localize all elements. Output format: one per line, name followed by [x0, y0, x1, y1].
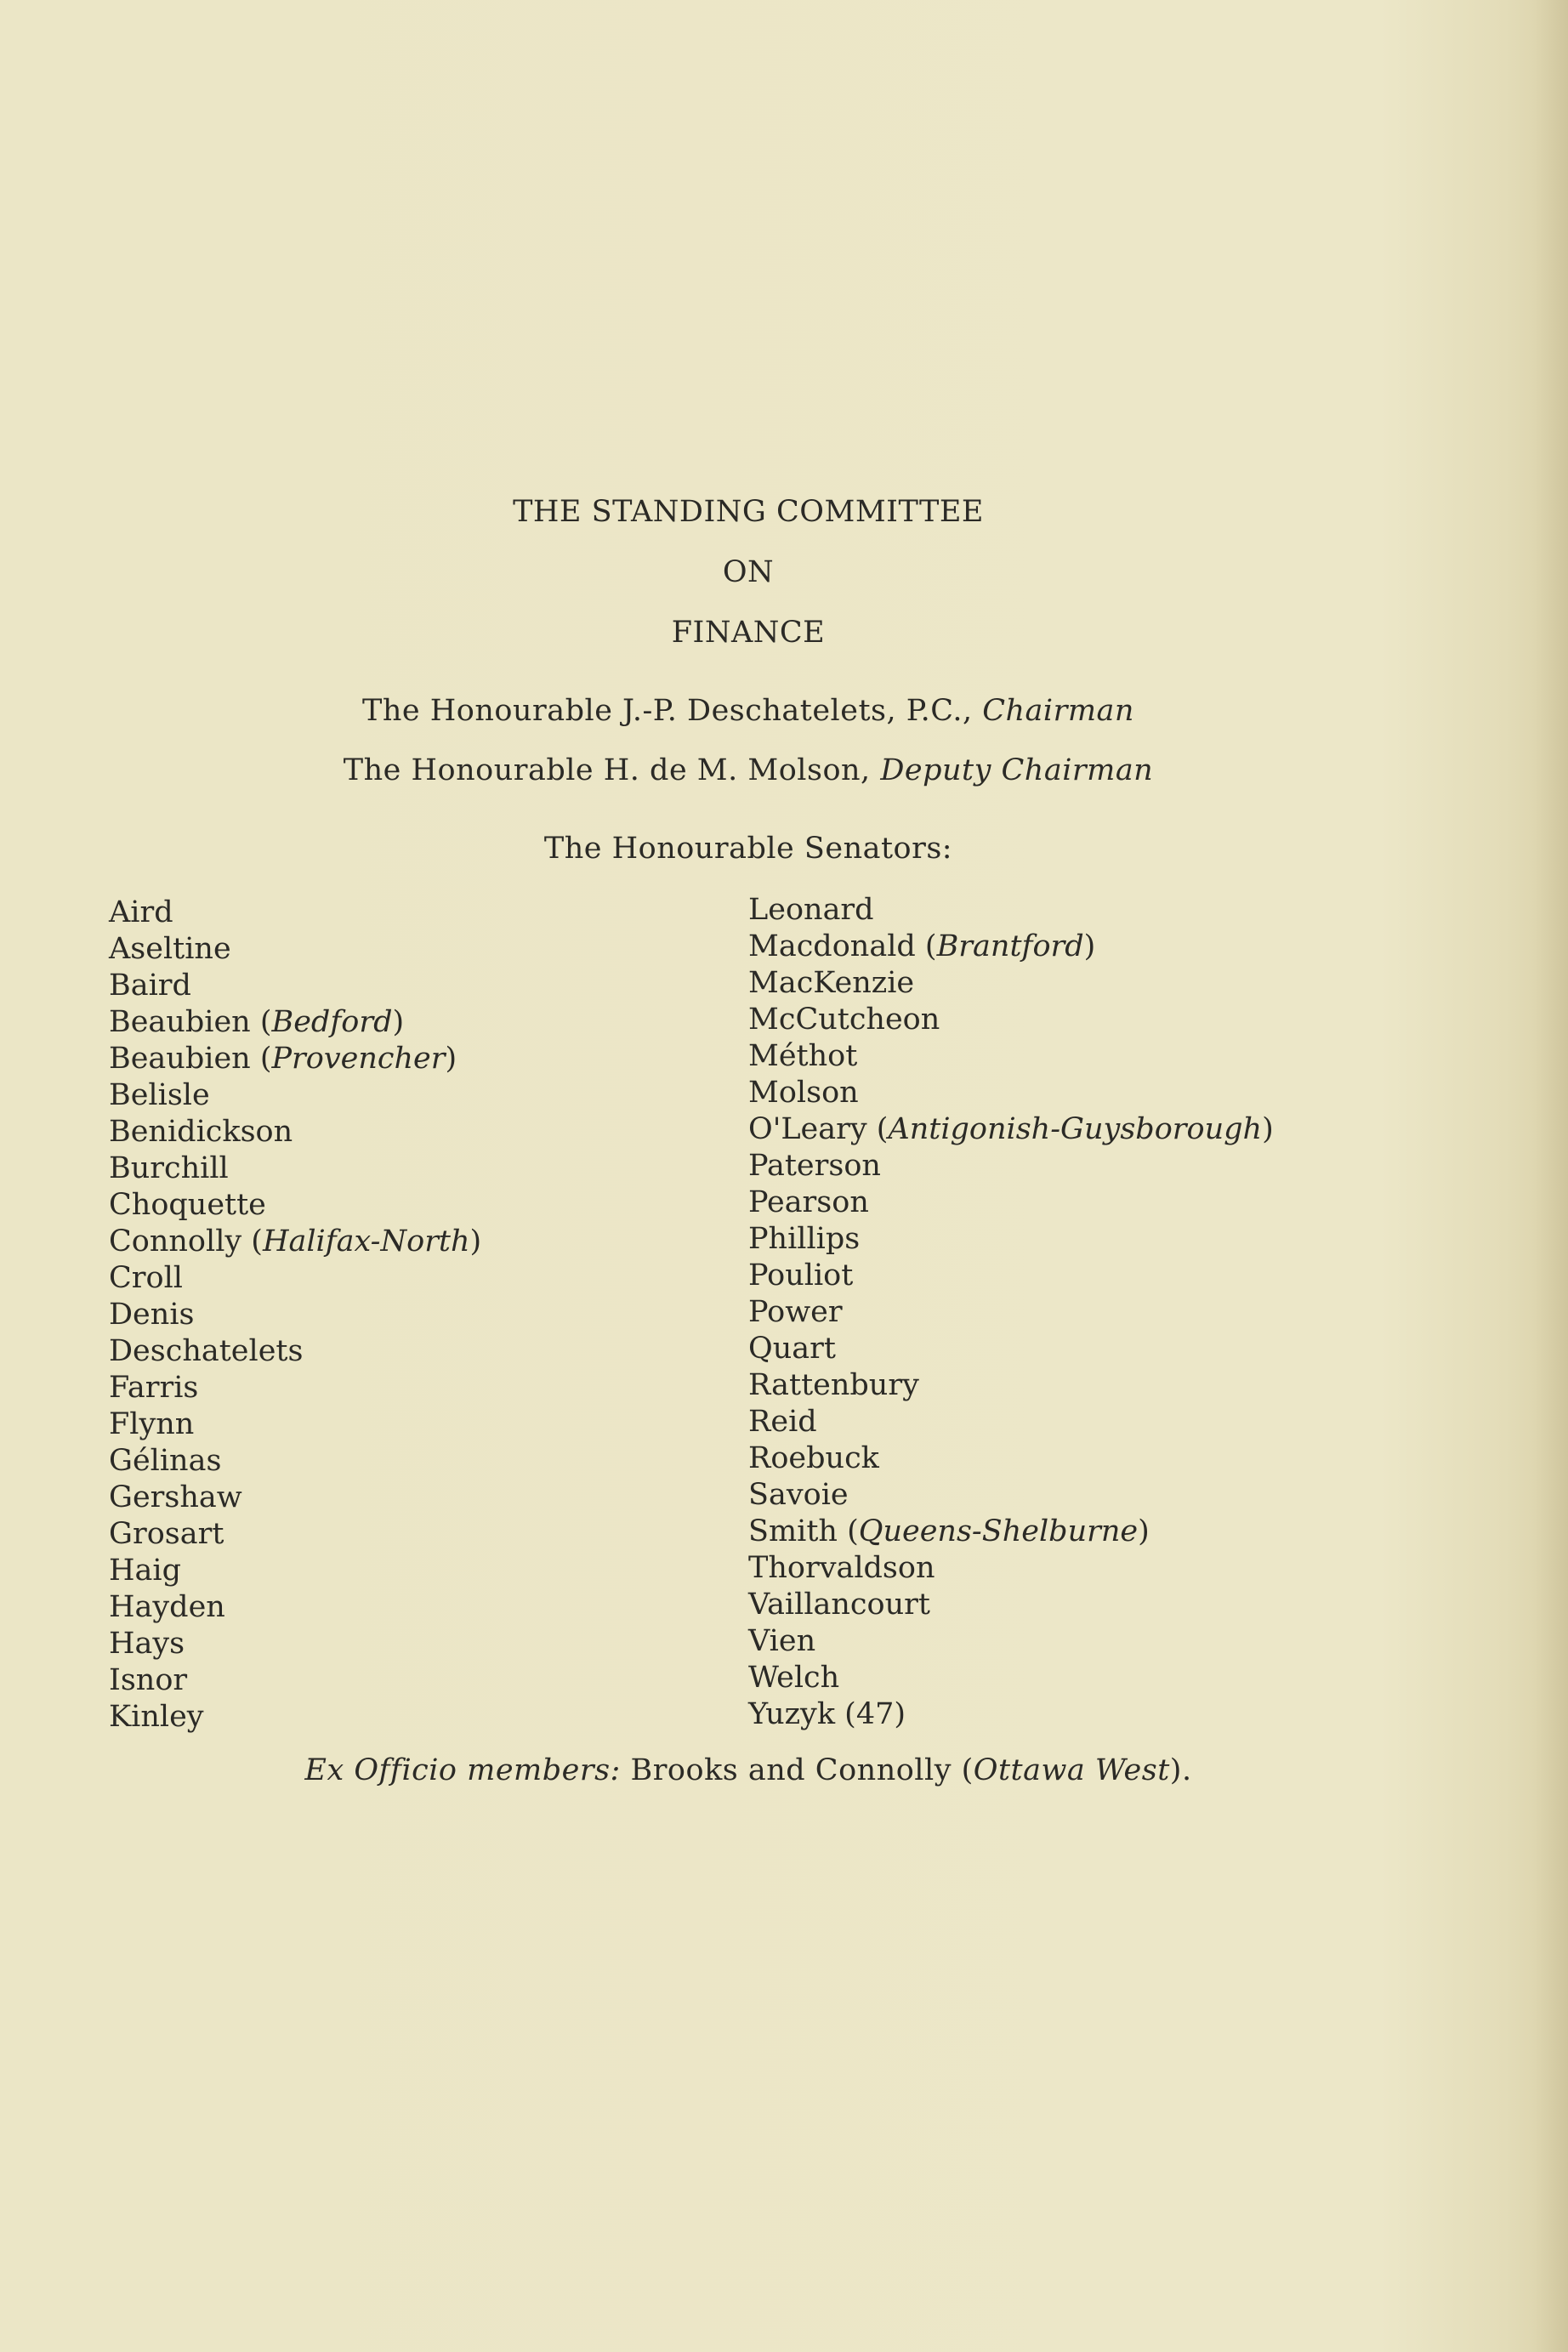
senator-name: Baird — [109, 969, 191, 1003]
senator-name: Quart — [748, 1332, 836, 1366]
senator-region: Brantford — [936, 929, 1084, 963]
senator-name: Beaubien — [109, 1042, 251, 1076]
ex-officio-region-wrap: (Ottawa West). — [961, 1753, 1192, 1787]
senator-name: Paterson — [748, 1149, 881, 1183]
senator-list-item — [109, 895, 481, 931]
senator-name: Rattenbury — [748, 1368, 919, 1402]
senator-list-item — [748, 1660, 1274, 1696]
senator-list-item — [748, 1696, 1274, 1733]
committee-title-line-1: THE STANDING COMMITTEE — [513, 495, 984, 529]
senator-name: Burchill — [109, 1151, 229, 1185]
senator-name: Denis — [109, 1298, 195, 1332]
ex-officio-line — [0, 1753, 1497, 1787]
senator-list-item — [109, 931, 481, 968]
senator-name: Reid — [748, 1405, 817, 1439]
senator-name: Gélinas — [109, 1444, 222, 1478]
senator-region: Provencher — [271, 1042, 446, 1076]
senator-list-item — [748, 1440, 1274, 1477]
senator-list-item — [748, 1623, 1274, 1660]
senator-name: Leonard — [748, 893, 874, 927]
senator-name: Flynn — [109, 1407, 195, 1441]
senator-name: Vaillancourt — [748, 1588, 930, 1622]
senator-list-item — [748, 1185, 1274, 1221]
senator-list-item — [748, 965, 1274, 1002]
senator-list-item — [109, 1187, 481, 1224]
senator-list-item — [109, 1333, 481, 1370]
senator-name: Vien — [748, 1624, 816, 1658]
senator-list-item — [109, 1589, 481, 1626]
senator-name: Phillips — [748, 1222, 861, 1256]
senator-list-item — [109, 1516, 481, 1553]
senator-list-item — [748, 892, 1274, 929]
senator-name: Macdonald — [748, 929, 916, 963]
senator-name: Power — [748, 1295, 843, 1329]
senator-list-item — [748, 1294, 1274, 1331]
senator-list-item — [748, 1148, 1274, 1185]
senators-list-left — [109, 895, 481, 1736]
senator-name: Connolly — [109, 1224, 242, 1258]
senator-list-item: O'Leary (Antigonish-Guysborough) — [748, 1112, 1274, 1146]
senator-name: Kinley — [109, 1700, 204, 1734]
senator-list-item — [748, 1075, 1274, 1111]
senator-region: Bedford — [271, 1005, 393, 1039]
committee-title-line-2: ON — [722, 555, 775, 589]
committee-title-line-3: FINANCE — [671, 616, 826, 650]
senator-name: Smith — [748, 1514, 838, 1548]
senator-name: Beaubien — [109, 1005, 251, 1039]
senator-name: Hayden — [109, 1590, 225, 1624]
senator-list-item: Macdonald (Brantford) — [748, 929, 1096, 963]
deputy-chairman-name: The Honourable H. de M. Molson, — [343, 753, 871, 787]
senator-name: Haig — [109, 1554, 181, 1588]
ex-officio-end: . — [1181, 1753, 1192, 1787]
senator-list-item — [109, 1626, 481, 1662]
senator-name: Deschatelets — [109, 1334, 304, 1368]
senators-list-right — [748, 892, 1274, 1733]
senator-name: Savoie — [748, 1478, 849, 1512]
ex-officio-label: Ex Officio members: — [304, 1753, 621, 1787]
chairman-name: The Honourable J.-P. Deschatelets, P.C., — [362, 694, 973, 728]
senator-name: Croll — [109, 1261, 183, 1295]
deputy-chairman-role: Deputy Chairman — [880, 753, 1154, 787]
senator-list-item: Beaubien (Provencher) — [109, 1042, 457, 1076]
senator-name: Grosart — [109, 1517, 224, 1551]
ex-officio-members: Brooks and Connolly — [630, 1753, 952, 1787]
senator-list-item — [748, 1367, 1274, 1404]
senator-list-item — [748, 1038, 1274, 1075]
senator-count: (47) — [844, 1697, 906, 1731]
senator-list-item — [109, 1480, 481, 1516]
senator-name: Welch — [748, 1661, 840, 1695]
senator-list-item — [109, 1443, 481, 1480]
senator-list-item — [109, 1699, 481, 1736]
senator-name: Hays — [109, 1627, 185, 1661]
senator-list-item — [748, 1002, 1274, 1038]
senator-name: McCutcheon — [748, 1003, 940, 1037]
ex-officio-region: Ottawa West — [973, 1753, 1170, 1787]
senators-heading: The Honourable Senators: — [543, 832, 953, 866]
senator-name: Pearson — [748, 1185, 869, 1219]
senator-region: Queens-Shelburne — [858, 1514, 1139, 1548]
senator-name: Aird — [109, 895, 173, 929]
senator-list-item — [109, 1114, 481, 1150]
senator-name: Benidickson — [109, 1115, 293, 1149]
senator-name: Molson — [748, 1076, 859, 1110]
senator-list-item — [109, 1150, 481, 1187]
senator-list-item: Connolly (Halifax-North) — [109, 1224, 482, 1258]
senator-region: Halifax-North — [262, 1224, 470, 1258]
senator-name: Méthot — [748, 1039, 858, 1073]
senator-name: Roebuck — [748, 1441, 879, 1475]
senator-name: Choquette — [109, 1188, 266, 1222]
senator-list-item: Beaubien (Bedford) — [109, 1005, 405, 1039]
senator-list-item — [109, 1662, 481, 1699]
senator-list-item — [748, 1331, 1274, 1367]
deputy-chairman-line — [0, 753, 1497, 787]
senator-name: Belisle — [109, 1078, 210, 1112]
senator-list-item — [748, 1550, 1274, 1587]
senator-region: Antigonish-Guysborough — [888, 1112, 1263, 1146]
senator-list-item — [748, 1258, 1274, 1294]
senator-name: Yuzyk — [748, 1697, 836, 1731]
senator-name: Aseltine — [109, 932, 231, 966]
senator-list-item — [748, 1404, 1274, 1440]
senator-list-item — [109, 1370, 481, 1406]
senator-name: O'Leary — [748, 1112, 867, 1146]
senator-list-item — [109, 968, 481, 1004]
senator-list-item — [109, 1406, 481, 1443]
senator-name: Isnor — [109, 1663, 188, 1697]
senator-list-item — [748, 1221, 1274, 1258]
senator-list-item — [748, 1587, 1274, 1623]
senator-name: Farris — [109, 1371, 199, 1405]
senator-name: Pouliot — [748, 1258, 854, 1292]
senator-name: Gershaw — [109, 1480, 242, 1514]
chairman-line — [0, 694, 1497, 728]
senator-name: MacKenzie — [748, 966, 915, 1000]
chairman-role: Chairman — [982, 694, 1134, 728]
senator-list-item — [109, 1553, 481, 1589]
senator-list-item — [109, 1297, 481, 1333]
senator-list-item — [109, 1077, 481, 1114]
senator-list-item — [748, 1477, 1274, 1514]
senator-list-item — [109, 1260, 481, 1297]
senator-list-item: Smith (Queens-Shelburne) — [748, 1514, 1150, 1548]
senator-name: Thorvaldson — [748, 1551, 935, 1585]
